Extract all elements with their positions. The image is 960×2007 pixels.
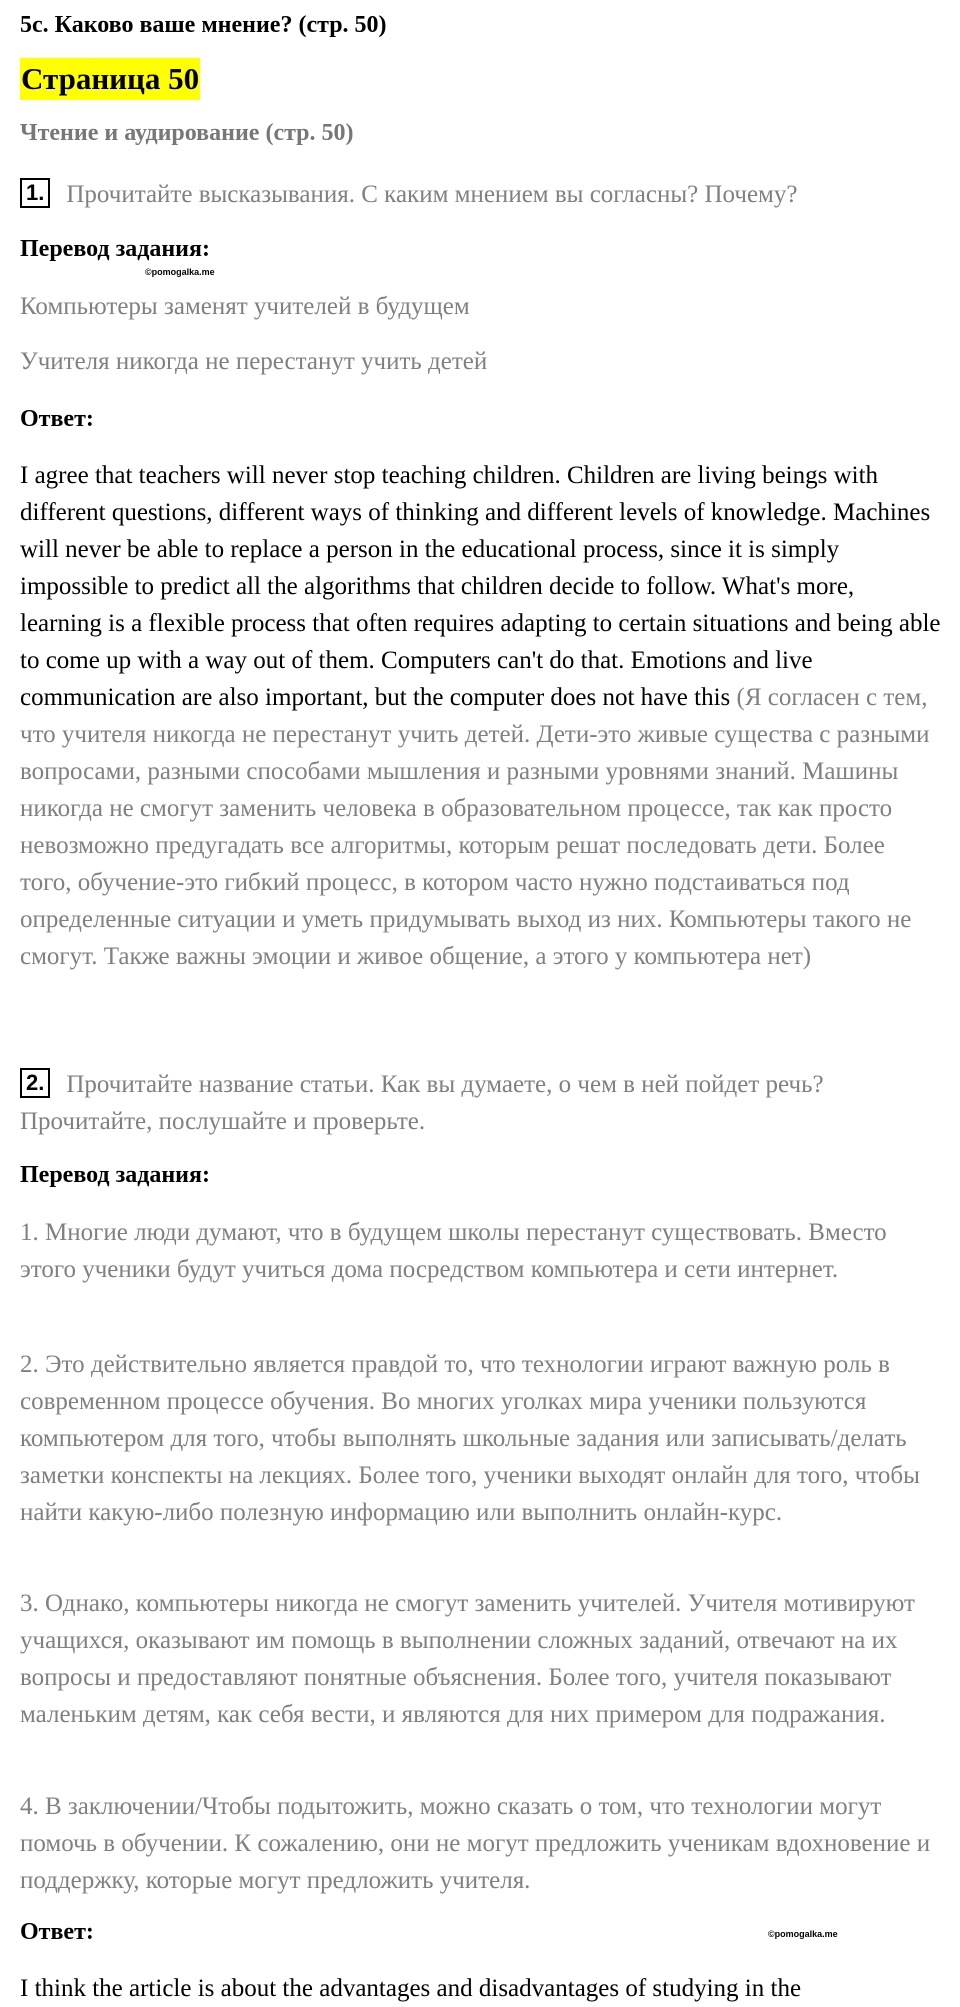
watermark-2: ©pomogalka.me <box>768 1929 838 1939</box>
exercise-1-answer-english: I agree that teachers will never stop teaching children. Children are living beings with different questions, different ways of thinking and different levels of knowledge. Machines will never be able to replace a person in the educational process, since it is simply impossible to predict all the algorithms that children decide to follow. What's more, learning is a flexible process that often requires adapting to certain situations and being able to come up with a way out of them. Computers can't do that. Emotions and live communication are also important, but the computer does not have this <box>20 462 941 711</box>
exercise-2-translation-label: Перевод задания: <box>20 1162 210 1188</box>
exercise-1-answer-label: Ответ: <box>20 406 94 432</box>
exercise-2-instruction-text: Прочитайте название статьи. Как вы думаете, о чем в ней пойдет речь? Прочитайте, послушайте и проверьте. <box>20 1071 824 1135</box>
exercise-1-translation-label: Перевод задания: <box>20 236 210 262</box>
exercise-2-instruction <box>20 1066 942 1140</box>
exercise-1-number: 1. <box>20 178 50 208</box>
watermark-1: ©pomogalka.me <box>145 267 215 277</box>
page-heading: Страница 50 <box>20 58 200 100</box>
section-title: Чтение и аудирование (стр. 50) <box>20 120 354 146</box>
exercise-2-answer-label: Ответ: <box>20 1919 94 1945</box>
exercise-2-answer: I think the article is about the advantages and disadvantages of studying in the <box>20 1975 802 2002</box>
exercise-2-paragraph-3: 3. Однако, компьютеры никогда не смогут заменить учителей. Учителя мотивируют учащихся, оказывают им помощь в выполнении сложных заданий, отвечают на их вопросы и предоставляют понятные объяснения. Более того, учителя показывают маленьким детям, как себя вести, и являются для них примером для подражания. <box>20 1590 915 1728</box>
exercise-2-paragraph-1: 1. Многие люди думают, что в будущем школы перестанут существовать. Вместо этого ученики будут учиться дома посредством компьютера и сети интернет. <box>20 1219 887 1283</box>
exercise-1-answer <box>20 457 942 975</box>
exercise-1-statement-2: Учителя никогда не перестанут учить детей <box>20 348 488 375</box>
exercise-1-instruction <box>20 176 942 213</box>
exercise-1-statement-1: Компьютеры заменят учителей в будущем <box>20 293 470 320</box>
exercise-2-number: 2. <box>20 1068 50 1098</box>
topic-title: 5с. Каково ваше мнение? (стр. 50) <box>20 12 387 38</box>
exercise-2-paragraph-4: 4. В заключении/Чтобы подытожить, можно сказать о том, что технологии могут помочь в обучении. К сожалению, они не могут предложить ученикам вдохновение и поддержку, которые могут предложить учителя. <box>20 1793 931 1894</box>
exercise-1-instruction-text: Прочитайте высказывания. С каким мнением вы согласны? Почему? <box>66 181 798 208</box>
exercise-1-answer-russian: (Я согласен с тем, что учителя никогда не перестанут учить детей. Дети-это живые существа с разными вопросами, разными способами мышления и разными уровнями знаний. Машины никогда не смогут заменить человека в образовательном процессе, так как просто невозможно предугадать все алгоритмы, которым решат последовать дети. Более того, обучение-это гибкий процесс, в котором часто нужно подстаиваться под определенные ситуации и уметь придумывать выход из них. Компьютеры такого не смогут. Также важны эмоции и живое общение, а этого у компьютера нет) <box>20 684 930 970</box>
exercise-2-paragraph-2: 2. Это действительно является правдой то, что технологии играют важную роль в современном процессе обучения. Во многих уголках мира ученики пользуются компьютером для того, чтобы выполнять школьные задания или записывать/делать заметки конспекты на лекциях. Более того, ученики выходят онлайн для того, чтобы найти какую-либо полезную информацию или выполнить онлайн-курс. <box>20 1351 920 1526</box>
